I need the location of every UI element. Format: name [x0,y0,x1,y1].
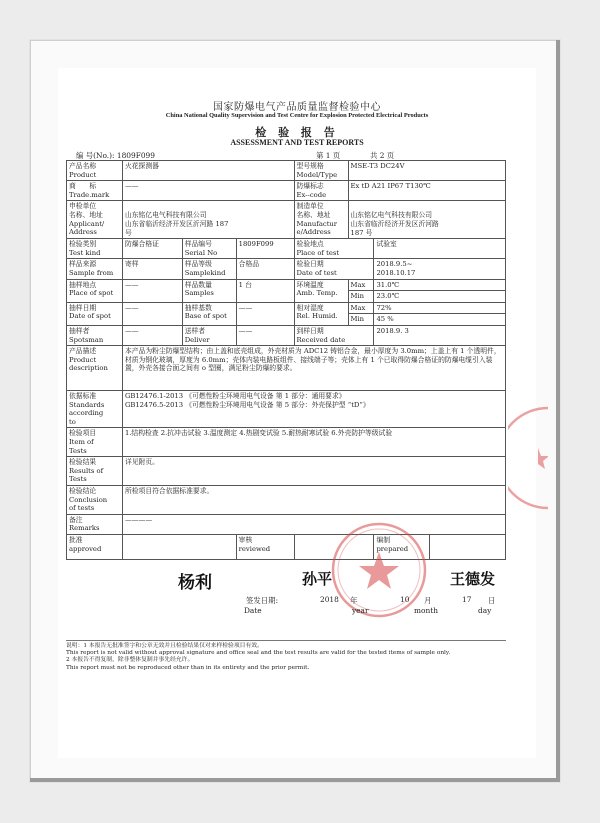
issue-date-en: Date [244,606,262,615]
issue-date-label: 签发日期: [246,596,279,605]
humid-min: 45 % [374,314,506,326]
conclusion-value: 所检项目符合依据标准要求。 [122,486,505,515]
serial-value: 1809F099 [116,151,155,160]
page-total: 共 2 页 [370,151,395,160]
deliver-value: —— [236,325,294,345]
datetest-label: 检验日期 Date of test [294,259,374,279]
report-paper [58,68,536,758]
table-row [67,391,506,428]
humid-max: 72% [374,302,506,314]
samples-value: 1 台 [236,279,294,302]
humid-label: 相对湿度 Rel. Humid. [294,302,348,325]
samplekind-label: 样品等级 Samplekind [182,259,236,279]
datetest-value: 2018.9.5~ 2018.10.17 [374,259,506,279]
issue-day-cn: 日 [488,596,496,605]
prepared-signature-cell [430,535,506,560]
trademark-value: —— [122,181,294,201]
note-1-cn: 说明：1 本报告无批准签字和公章无效并且检验结果仅对来样检验项目有效。 [66,643,263,649]
spotsman-value: —— [122,325,182,345]
issue-day: 17 [462,595,472,604]
issue-month-cn: 月 [424,596,432,605]
desc-label: 产品描述 Product description [67,346,123,391]
manufacturer-value: 山东铭亿电气科技有限公司 山东省临沂经济开发区沂河路 187 号 [348,201,506,239]
issue-month: 10 [400,595,410,604]
manufacturer-label: 制造单位 名称、地址 Manufactur e/Address [294,201,348,239]
product-label: 产品名称 Product [67,161,123,181]
product-value: 火花探测器 [122,161,294,181]
table-row [67,239,506,259]
humid-min-label: Min [348,314,374,326]
model-value: MSE-T3 DC24V [348,161,506,181]
ambtemp-max: 31.0℃ [374,279,506,291]
prepared-label: 编制 prepared [374,535,430,560]
center-name-en: China National Quality Supervision and Test Centre for Explosion Protected Electrical Products [165,112,429,119]
humid-max-label: Max [348,302,374,314]
spotsman-label: 抽样者 Spotsman [67,325,123,345]
samplefrom-value: 寄样 [122,259,182,279]
note-2-en: This report must not be reproduced other than in its entirety and the prior permit. [66,664,310,671]
ambtemp-min: 23.0℃ [374,291,506,303]
table-row [67,302,506,314]
center-name-cn: 国家防爆电气产品质量监督检验中心 [213,102,381,113]
table-row [67,346,506,391]
placespot-label: 抽样地点 Place of spot [67,279,123,302]
approved-label: 批准 approved [67,535,123,560]
exmark-label: 防爆标志 Ex--code [294,181,348,201]
table-row [67,325,506,345]
received-value: 2018.9. 3 [374,325,506,345]
prepared-signature: 王德发 [450,570,496,588]
frame-bottom-shadow [30,778,560,782]
testkind-value: 防爆合格证 [122,239,182,259]
issue-year: 2018 [320,595,339,604]
report-table [66,160,506,560]
datespot-label: 抽样日期 Date of spot [67,302,123,325]
table-row [67,457,506,486]
results-value: 详见附页。 [122,457,505,486]
table-row [67,428,506,457]
model-label: 型号规格 Model/Type [294,161,348,181]
samples-label: 样品数量 Samples [182,279,236,302]
frame-right-shadow [556,40,560,782]
items-label: 检验项目 Item of Tests [67,428,123,457]
placetest-value: 试验室 [374,239,506,259]
testkind-label: 检验类别 Test kind [67,239,123,259]
note-1-en: This report is not valid without approval signature and office seal and the test results are valid for the tested items of sample only. [66,650,451,657]
desc-value: 本产品为粉尘防爆型结构；由上盖和底壳组成，外壳材质为 ADC12 铸铝合金，最小厚度为 3.0mm；上盖上有 1 个透明件，材质为钢化玻璃，厚度为 6.0mm；壳体内装电路板组件、接线端子等；壳体上有 1 个已取得防爆合格证的防爆电缆引入装置，外壳各接合面之间有 o 型圈，满足粉尘防爆的要求。 [122,346,505,391]
datespot-value: —— [122,302,182,325]
reviewed-label: 审核 reviewed [236,535,294,560]
table-row [67,201,506,239]
ambtemp-max-label: Max [348,279,374,291]
basespot-value: —— [236,302,294,325]
table-row [67,535,506,560]
issue-year-en: year [352,606,369,615]
issue-year-cn: 年 [350,596,358,605]
page-current: 第 1 页 [316,151,341,160]
table-row [67,279,506,291]
report-title-cn: 检 验 报 告 [255,126,339,139]
applicant-label: 申检单位 名称、地址 Applicant/ Address [67,201,123,239]
table-row [67,259,506,279]
note-2-cn: 2 本报告不得复制，除非整体复制并事先经允许。 [66,657,194,664]
serialno-value: 1809F099 [236,239,294,259]
table-row [67,161,506,181]
issue-day-en: day [478,606,492,615]
samplefrom-label: 样品来源 Sample from [67,259,123,279]
serial-label: 编 号(No.): [76,151,115,160]
placetest-label: 检验地点 Place of test [294,239,374,259]
remarks-label: 备注 Remarks [67,514,123,534]
conclusion-label: 检验结论 Conclusion of tests [67,486,123,515]
approved-signature: 杨利 [178,573,212,593]
serialno-label: 样品编号 Serial No [182,239,236,259]
placespot-value: —— [122,279,182,302]
approved-signature-cell [122,535,236,560]
table-row [67,514,506,534]
applicant-value: 山东铭亿电气科技有限公司 山东省临沂经济开发区沂河路 187 号 [122,201,294,239]
footer-notes [66,640,506,672]
trademark-label: 商 标 Trade.mark [67,181,123,201]
issue-month-en: month [414,606,438,615]
results-label: 检验结果 Results of Tests [67,457,123,486]
report-title-en: ASSESSMENT AND TEST REPORTS [230,138,364,147]
received-label: 到样日期 Received date [294,325,374,345]
official-seal-icon [320,520,438,620]
items-value: 1.结构检查 2.抗冲击试验 3.温度测定 4.热剧变试验 5.耐热耐寒试验 6.外壳防护等级试验 [122,428,505,457]
standards-label: 依据标准 Standards according to [67,391,123,428]
table-row [67,486,506,515]
edge-seal-icon [508,398,548,518]
standards-value: GB12476.1-2013 《可燃性粉尘环境用电气设备 第 1 部分：通用要求》 GB12476.5-2013 《可燃性粉尘环境用电气设备 第 5 部分：外壳保护型 “tD”》 [122,391,505,428]
reviewed-signature: 孙平 [302,570,333,588]
basespot-label: 抽样基数 Base of spot [182,302,236,325]
deliver-label: 送样者 Deliver [182,325,236,345]
table-row [67,181,506,201]
ambtemp-label: 环境温度 Amb. Temp. [294,279,348,302]
remarks-value: ———— [122,514,505,534]
exmark-value: Ex tD A21 IP67 T130℃ [348,181,506,201]
samplekind-value: 合格品 [236,259,294,279]
ambtemp-min-label: Min [348,291,374,303]
